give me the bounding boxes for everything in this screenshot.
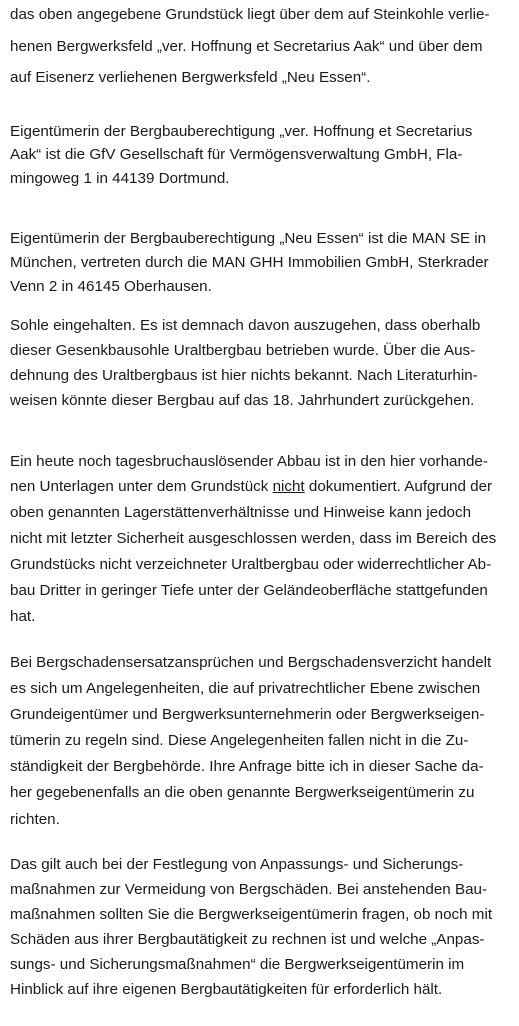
text-line: Aak“ ist die GfV Gesellschaft für Vermögensverwaltung GmbH, Fla- — [10, 146, 463, 163]
text-line: Sohle eingehalten. Es ist demnach davon auszugehen, dass oberhalb — [10, 317, 481, 334]
text-line: Eigentümerin der Bergbauberechtigung „Neu Essen“ ist die MAN SE in — [10, 230, 487, 247]
text-line: Das gilt auch bei der Festlegung von Anpassungs- und Sicherungs- — [10, 856, 464, 873]
underlined-emphasis: nicht — [272, 478, 305, 495]
text-line: Grundstücks nicht verzeichneter Uraltbergbau oder widerrechtlicher Ab- — [10, 556, 492, 573]
text-line: weisen könnte dieser Bergbau auf das 18. Jahrhundert zurückgehen. — [10, 392, 475, 409]
text-line: Hinblick auf ihre eigenen Bergbautätigkeiten für erforderlich hält. — [10, 981, 443, 998]
text-segment: nen Unterlagen unter dem Grundstück — [10, 478, 273, 495]
text-line: richten. — [10, 811, 60, 828]
text-line: Eigentümerin der Bergbauberechtigung „ver. Hoffnung et Secretarius — [10, 123, 473, 140]
text-line: bau Dritter in geringer Tiefe unter der Geländeoberfläche stattgefunden — [10, 582, 488, 599]
text-line: maßnahmen sollten Sie die Bergwerkseigentümerin fragen, ob noch mit — [10, 906, 493, 923]
text-line: dieser Gesenkbausohle Uraltbergbau betrieben wurde. Über die Aus- — [10, 342, 476, 359]
text-line: ständigkeit der Bergbehörde. Ihre Anfrage bitte ich in dieser Sache da- — [10, 758, 484, 775]
text-line: Venn 2 in 46145 Oberhausen. — [10, 278, 212, 295]
text-line — [10, 478, 492, 496]
text-line: sungs- und Sicherungsmaßnahmen“ die Bergwerkseigentümerin im — [10, 956, 465, 973]
text-segment: dokumentiert. Aufgrund der — [304, 478, 493, 495]
text-line: es sich um Angelegenheiten, die auf privatrechtlicher Ebene zwischen — [10, 680, 481, 697]
text-line: henen Bergwerksfeld „ver. Hoffnung et Secretarius Aak“ und über dem — [10, 38, 483, 55]
text-line: nicht mit letzter Sicherheit ausgeschlossen werden, dass im Bereich des — [10, 530, 497, 547]
text-line: auf Eisenerz verliehenen Bergwerksfeld „Neu Essen“. — [10, 69, 371, 86]
text-line: Schäden aus ihrer Bergbautätigkeit zu rechnen ist und welche „Anpas- — [10, 931, 485, 948]
text-line: maßnahmen zur Vermeidung von Bergschäden. Bei anstehenden Bau- — [10, 881, 488, 898]
text-line: hat. — [10, 608, 36, 625]
text-line: Bei Bergschadensersatzansprüchen und Bergschadensverzicht handelt — [10, 654, 492, 671]
text-line: Grundeigentümer und Bergwerksunternehmerin oder Bergwerkseigen- — [10, 706, 485, 723]
text-line: mingoweg 1 in 44139 Dortmund. — [10, 170, 230, 187]
text-line: das oben angegebene Grundstück liegt über dem auf Steinkohle verlie- — [10, 6, 490, 23]
text-line: München, vertreten durch die MAN GHH Immobilien GmbH, Sterkrader — [10, 254, 489, 271]
text-line: dehnung des Uraltbergbaus ist hier nichts bekannt. Nach Literaturhin- — [10, 367, 478, 384]
text-line: her gegebenenfalls an die oben genannte Bergwerkseigentümerin zu — [10, 784, 475, 801]
text-line: Ein heute noch tagesbruchauslösender Abbau ist in den hier vorhande- — [10, 453, 488, 470]
text-line: oben genannten Lagerstättenverhältnisse und Hinweise kann jedoch — [10, 504, 472, 521]
text-line: tümerin zu regeln sind. Diese Angelegenheiten fallen nicht in die Zu- — [10, 732, 469, 749]
